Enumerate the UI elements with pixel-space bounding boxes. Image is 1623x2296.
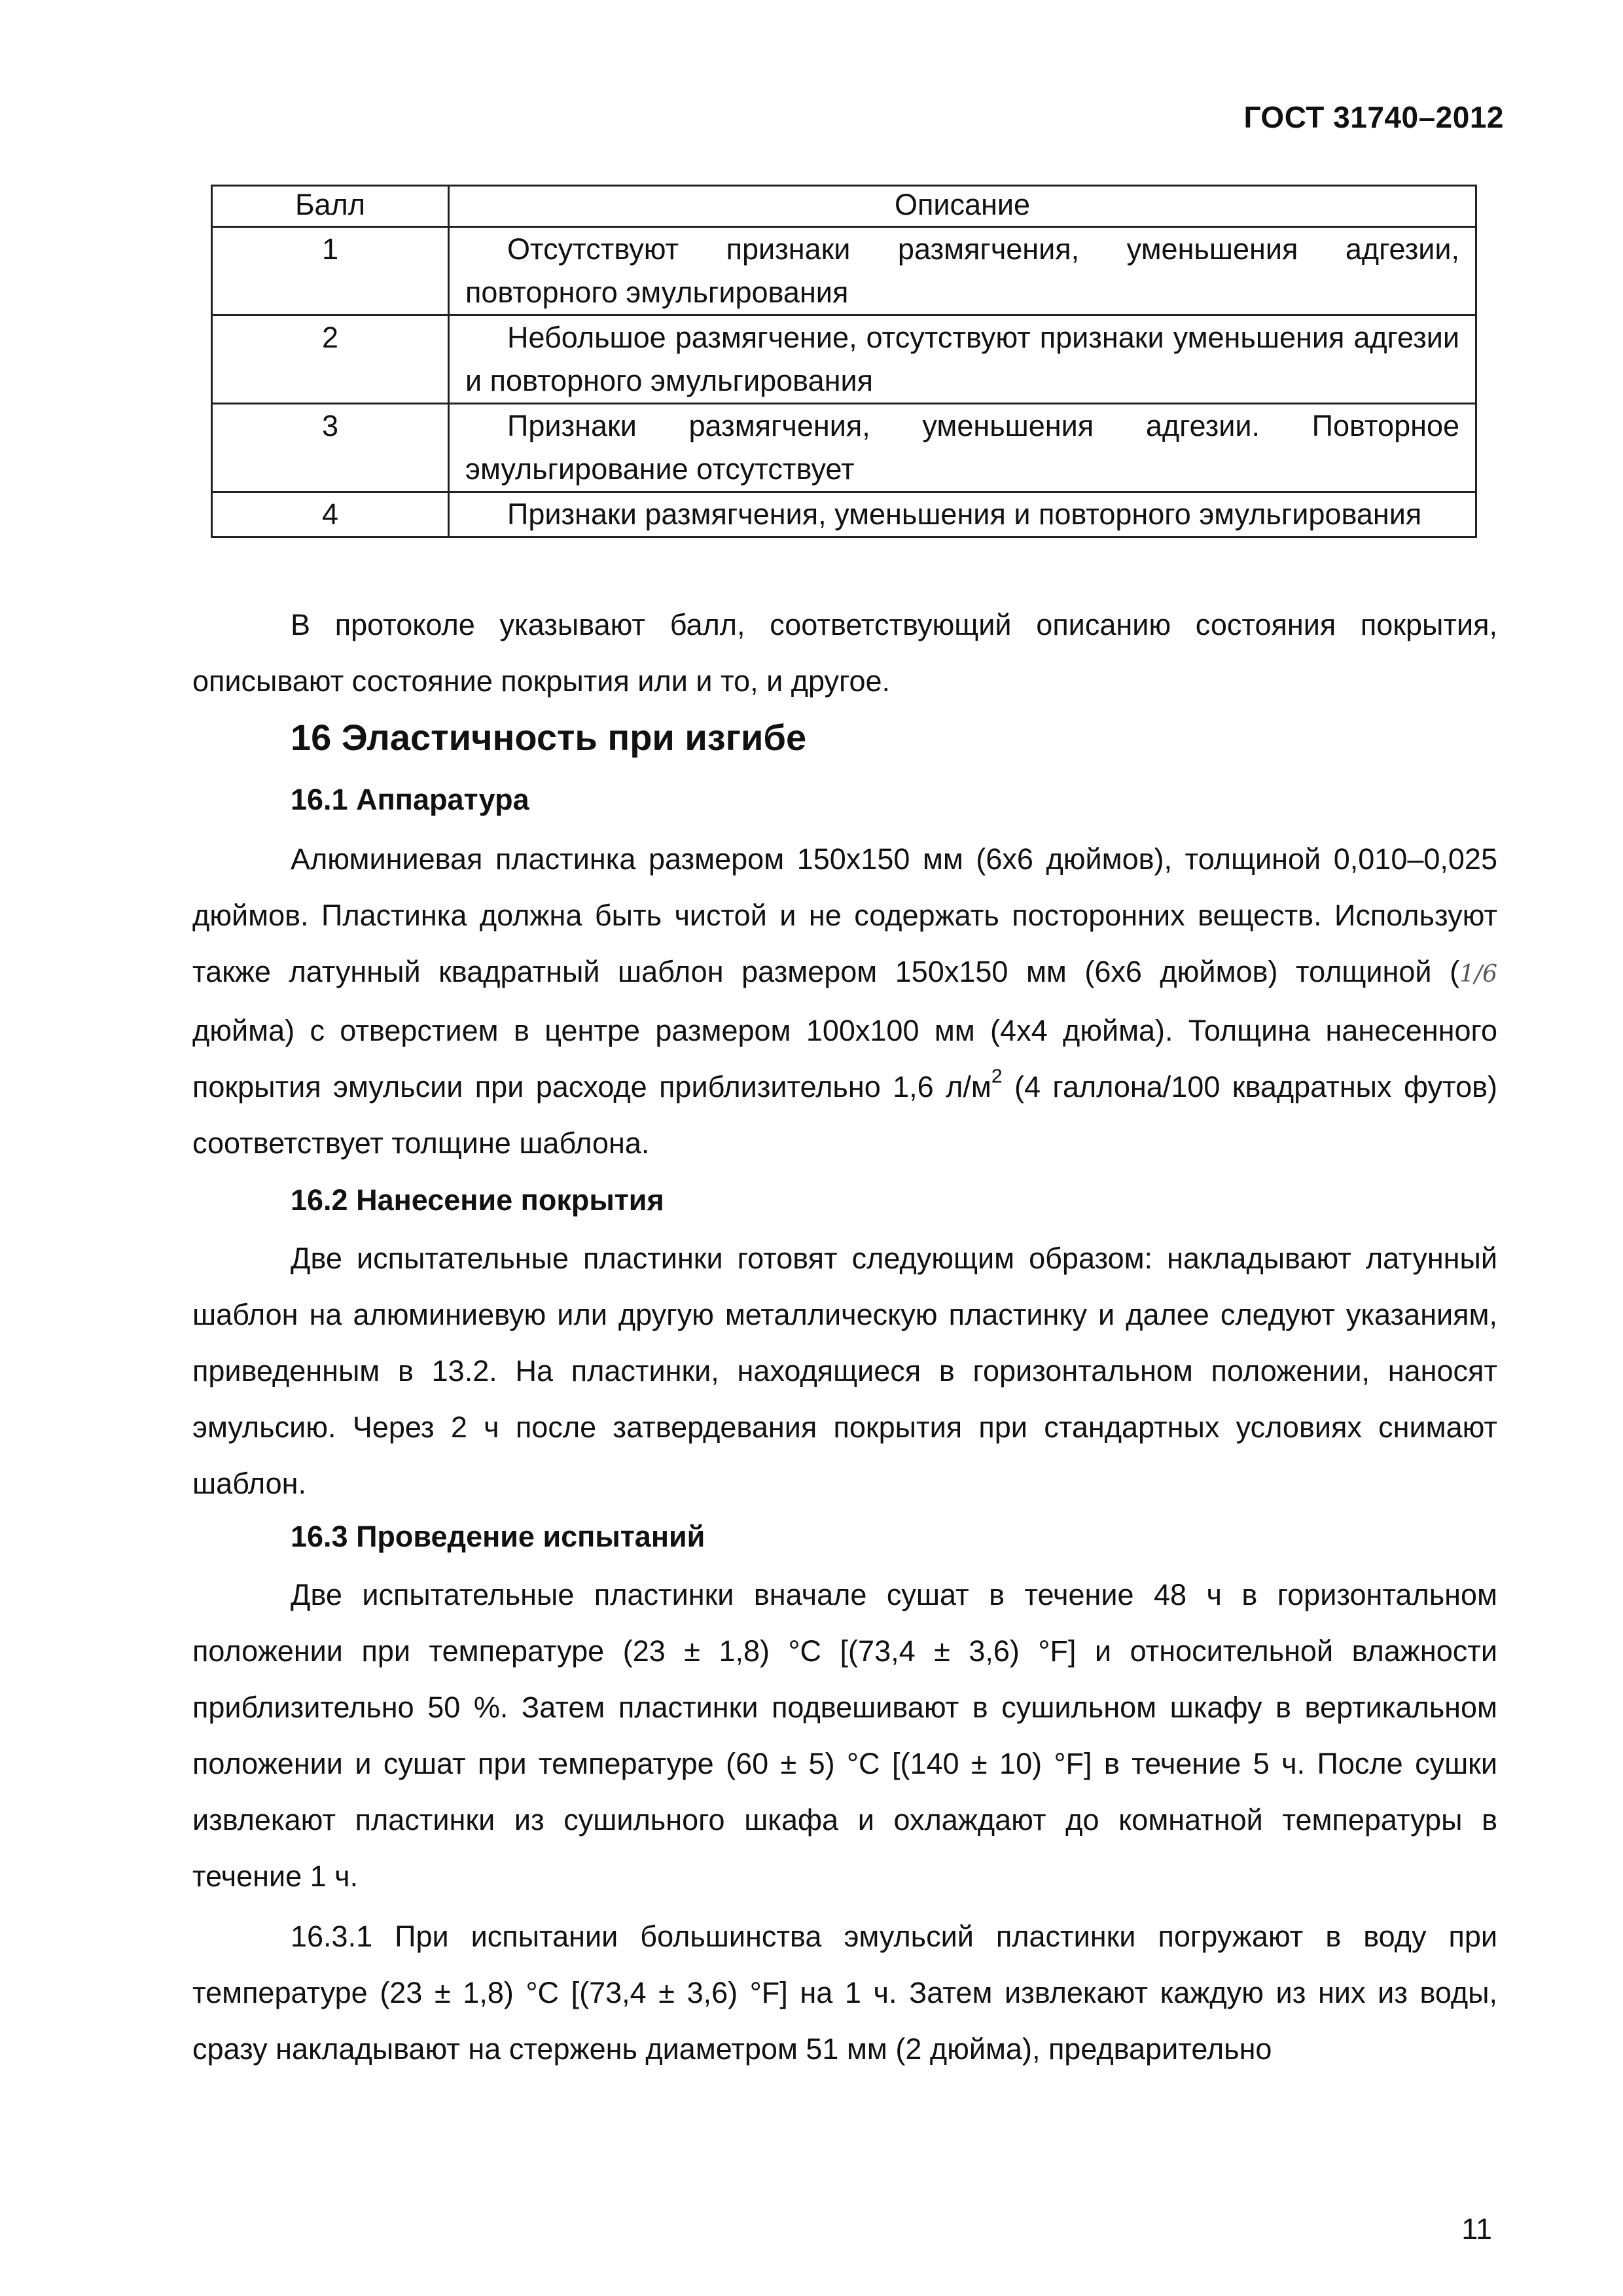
fraction-one-sixth: 1/6 — [1459, 961, 1497, 988]
table-row — [212, 492, 1476, 537]
table-row — [212, 315, 1476, 404]
score-cell: 2 — [212, 315, 449, 404]
testing-paragraph: Две испытательные пластинки вначале сушат в течение 48 ч в горизонтальном положении при температуре (23 ± 1,8) °С [(73,4 ± 3,6) °F] и относительной влажности приблизительно 50 %. Затем пластинки подвешивают в сушильном шкафу в вертикальном положении и сушат при температуре (60 ± 5) °С [(140 ± 10) °F] в течение 5 ч. После сушки извлекают пластинки из сушильного шкафа и охлаждают до комнатной температуры в течение 1 ч. — [192, 1578, 1497, 1893]
table-row — [212, 404, 1476, 492]
document-header: ГОСТ 31740–2012 — [1243, 100, 1504, 134]
table-row — [212, 227, 1476, 315]
column-header-description: Описание — [449, 186, 1476, 227]
apparatus-text-a: Алюминиевая пластинка размером 150х150 мм (6х6 дюймов), толщиной 0,010–0,025 дюймов. Пластинка должна быть чистой и не содержать посторонних веществ. Используют также латунный квадратный шаблон размером 150х150 мм (6х6 дюймов) толщиной ( — [192, 842, 1497, 988]
apparatus-text-c: (4 галлона/100 квадратных футов) соответствует толщине шаблона. — [192, 1070, 1497, 1160]
apparatus-text-b: дюйма) с отверстием в центре размером 100х100 мм (4х4 дюйма). Толщина нанесенного покрытия эмульсии при расходе приблизительно 1,6 л/м — [192, 1014, 1497, 1103]
section-16-1-heading: 16.1 Аппаратура — [291, 783, 529, 816]
testing-paragraph-16-3-1: 16.3.1 При испытании большинства эмульсий пластинки погружают в воду при температуре (23 ± 1,8) °С [(73,4 ± 3,6) °F] на 1 ч. Затем извлекают каждую из них из воды, сразу накладывают на стержень диаметром 51 мм (2 дюйма), предварительно — [192, 1920, 1497, 2066]
section-16-2-block — [192, 1230, 1497, 1512]
description-cell: Отсутствуют признаки размягчения, уменьшения адгезии, повторного эмульгирования — [449, 227, 1476, 315]
protocol-paragraph-block — [192, 597, 1497, 709]
score-cell: 3 — [212, 404, 449, 492]
description-cell: Небольшое размягчение, отсутствуют признаки уменьшения адгезии и повторного эмульгирования — [449, 315, 1476, 404]
superscript-2: 2 — [991, 1066, 1003, 1087]
protocol-paragraph: В протоколе указывают балл, соответствующий описанию состояния покрытия, описывают состояние покрытия или и то, и другое. — [192, 608, 1497, 698]
section-16-3-block — [192, 1567, 1497, 1905]
apparatus-paragraph — [192, 831, 1497, 1172]
section-16-3-1-block — [192, 1909, 1497, 2077]
score-cell: 4 — [212, 492, 449, 537]
section-16-2-heading: 16.2 Нанесение покрытия — [291, 1183, 664, 1217]
section-16-heading: 16 Эластичность при изгибе — [291, 717, 807, 758]
section-16-1-block — [192, 831, 1497, 1172]
column-header-score: Балл — [212, 186, 449, 227]
description-cell: Признаки размягчения, уменьшения и повторного эмульгирования — [449, 492, 1476, 537]
page-number: 11 — [1461, 2212, 1492, 2246]
section-16-3-heading: 16.3 Проведение испытаний — [291, 1520, 705, 1553]
table-header-row — [212, 186, 1476, 227]
description-cell: Признаки размягчения, уменьшения адгезии. Повторное эмульгирование отсутствует — [449, 404, 1476, 492]
score-table — [211, 185, 1477, 538]
score-cell: 1 — [212, 227, 449, 315]
coating-paragraph: Две испытательные пластинки готовят следующим образом: накладывают латунный шаблон на алюминиевую или другую металлическую пластинку и далее следуют указаниям, приведенным в 13.2. На пластинки, находящиеся в горизонтальном положении, наносят эмульсию. Через 2 ч после затвердевания покрытия при стандартных условиях снимают шаблон. — [192, 1242, 1497, 1500]
